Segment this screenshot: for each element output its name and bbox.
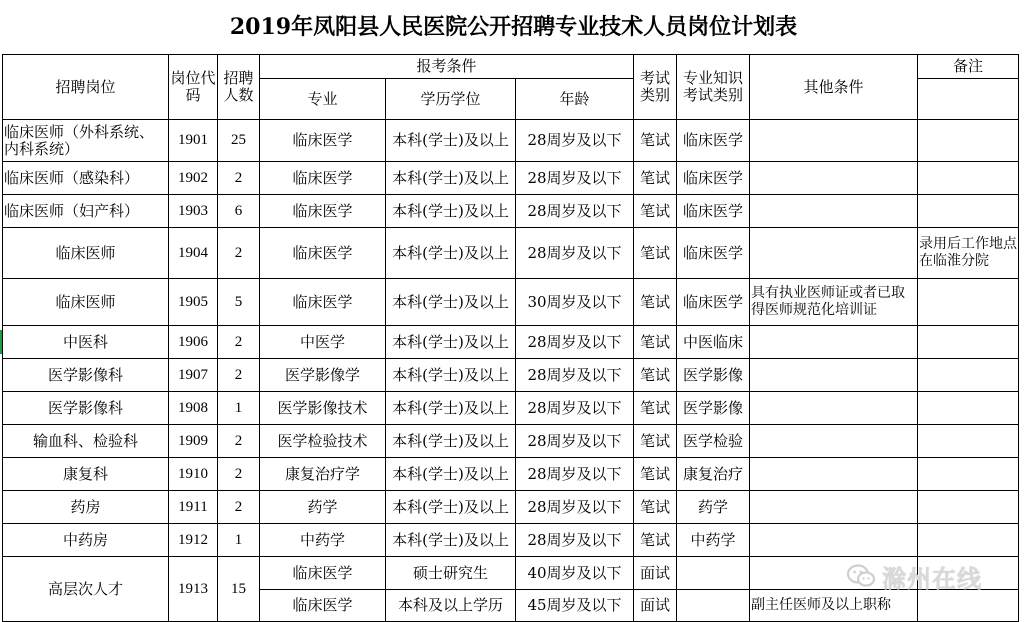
education-cell: 本科(学士)及以上	[386, 120, 516, 162]
other-conditions-cell	[750, 120, 918, 162]
table-row	[3, 228, 1019, 279]
other-conditions-cell	[750, 326, 918, 359]
table-row	[3, 458, 1019, 491]
table-row	[3, 557, 1019, 590]
table-row	[3, 491, 1019, 524]
watermark-text: 滁州在线	[882, 564, 982, 593]
position-cell: 医学影像科	[3, 392, 169, 425]
other-conditions-cell	[750, 195, 918, 228]
major-cell: 临床医学	[260, 590, 386, 622]
age-cell: 28周岁及以下	[516, 458, 634, 491]
table-row	[3, 162, 1019, 195]
header-remark-blank	[918, 79, 1019, 120]
education-cell: 本科(学士)及以上	[386, 425, 516, 458]
code-cell: 1901	[169, 120, 218, 162]
position-cell: 临床医师	[3, 279, 169, 326]
position-cell: 康复科	[3, 458, 169, 491]
education-cell: 本科(学士)及以上	[386, 359, 516, 392]
other-conditions-cell	[750, 392, 918, 425]
exam-type-cell: 笔试	[634, 326, 677, 359]
code-cell: 1908	[169, 392, 218, 425]
other-conditions-cell	[750, 524, 918, 557]
exam-type-cell: 笔试	[634, 491, 677, 524]
age-cell: 28周岁及以下	[516, 425, 634, 458]
header-count: 招聘人数	[218, 55, 260, 120]
remark-cell	[918, 162, 1019, 195]
major-cell: 临床医学	[260, 120, 386, 162]
count-cell: 2	[218, 162, 260, 195]
table-row	[3, 359, 1019, 392]
age-cell: 28周岁及以下	[516, 491, 634, 524]
header-other: 其他条件	[750, 55, 918, 120]
code-cell: 1906	[169, 326, 218, 359]
code-cell: 1904	[169, 228, 218, 279]
remark-cell	[918, 120, 1019, 162]
knowledge-type-cell: 临床医学	[677, 120, 750, 162]
knowledge-type-cell: 临床医学	[677, 162, 750, 195]
count-cell: 2	[218, 359, 260, 392]
age-cell: 40周岁及以下	[516, 557, 634, 590]
age-cell: 30周岁及以下	[516, 279, 634, 326]
major-cell: 临床医学	[260, 195, 386, 228]
remark-cell	[918, 491, 1019, 524]
education-cell: 本科(学士)及以上	[386, 279, 516, 326]
knowledge-type-cell: 康复治疗	[677, 458, 750, 491]
other-conditions-cell	[750, 458, 918, 491]
other-conditions-cell	[750, 557, 918, 590]
age-cell: 28周岁及以下	[516, 524, 634, 557]
remark-cell	[918, 590, 1019, 622]
major-cell: 临床医学	[260, 557, 386, 590]
count-cell: 2	[218, 425, 260, 458]
other-conditions-cell	[750, 162, 918, 195]
major-cell: 医学影像学	[260, 359, 386, 392]
position-cell: 中医科	[3, 326, 169, 359]
code-cell: 1910	[169, 458, 218, 491]
remark-cell	[918, 557, 1019, 590]
major-cell: 临床医学	[260, 279, 386, 326]
remark-cell	[918, 279, 1019, 326]
code-cell: 1911	[169, 491, 218, 524]
knowledge-type-cell: 临床医学	[677, 279, 750, 326]
education-cell: 本科(学士)及以上	[386, 195, 516, 228]
position-cell: 临床医师	[3, 228, 169, 279]
other-conditions-cell	[750, 491, 918, 524]
count-cell: 5	[218, 279, 260, 326]
position-cell: 临床医师（妇产科）	[3, 195, 169, 228]
code-cell: 1913	[169, 557, 218, 622]
exam-type-cell: 笔试	[634, 120, 677, 162]
knowledge-type-cell: 临床医学	[677, 195, 750, 228]
remark-cell: 录用后工作地点在临淮分院	[918, 228, 1019, 279]
other-conditions-cell: 副主任医师及以上职称	[750, 590, 918, 622]
major-cell: 康复治疗学	[260, 458, 386, 491]
table-row	[3, 392, 1019, 425]
age-cell: 28周岁及以下	[516, 392, 634, 425]
exam-type-cell: 笔试	[634, 162, 677, 195]
header-conditions: 报考条件	[260, 55, 634, 79]
count-cell: 1	[218, 524, 260, 557]
knowledge-type-cell: 临床医学	[677, 228, 750, 279]
education-cell: 硕士研究生	[386, 557, 516, 590]
exam-type-cell: 笔试	[634, 195, 677, 228]
code-cell: 1907	[169, 359, 218, 392]
exam-type-cell: 笔试	[634, 392, 677, 425]
header-education: 学历学位	[386, 79, 516, 120]
exam-type-cell: 笔试	[634, 458, 677, 491]
age-cell: 28周岁及以下	[516, 195, 634, 228]
header-code: 岗位代码	[169, 55, 218, 120]
education-cell: 本科(学士)及以上	[386, 326, 516, 359]
table-row	[3, 279, 1019, 326]
education-cell: 本科(学士)及以上	[386, 162, 516, 195]
knowledge-type-cell: 医学检验	[677, 425, 750, 458]
header-remark: 备注	[918, 55, 1019, 79]
count-cell: 15	[218, 557, 260, 622]
remark-cell	[918, 425, 1019, 458]
table-row	[3, 120, 1019, 162]
table-row	[3, 195, 1019, 228]
position-cell: 药房	[3, 491, 169, 524]
education-cell: 本科(学士)及以上	[386, 228, 516, 279]
age-cell: 28周岁及以下	[516, 228, 634, 279]
header-row-1	[3, 55, 1019, 79]
exam-type-cell: 笔试	[634, 359, 677, 392]
knowledge-type-cell: 中医临床	[677, 326, 750, 359]
header-position: 招聘岗位	[3, 55, 169, 120]
age-cell: 28周岁及以下	[516, 359, 634, 392]
count-cell: 2	[218, 458, 260, 491]
major-cell: 药学	[260, 491, 386, 524]
code-cell: 1903	[169, 195, 218, 228]
other-conditions-cell	[750, 425, 918, 458]
other-conditions-cell	[750, 228, 918, 279]
count-cell: 2	[218, 228, 260, 279]
document-title: 2019年凤阳县人民医院公开招聘专业技术人员岗位计划表	[229, 14, 798, 40]
position-cell: 临床医师（感染科）	[3, 162, 169, 195]
remark-cell	[918, 195, 1019, 228]
table-row	[3, 326, 1019, 359]
exam-type-cell: 笔试	[634, 279, 677, 326]
age-cell: 28周岁及以下	[516, 326, 634, 359]
knowledge-type-cell: 中药学	[677, 524, 750, 557]
education-cell: 本科(学士)及以上	[386, 491, 516, 524]
code-cell: 1905	[169, 279, 218, 326]
code-cell: 1902	[169, 162, 218, 195]
other-conditions-cell: 具有执业医师证或者已取得医师规范化培训证	[750, 279, 918, 326]
education-cell: 本科(学士)及以上	[386, 392, 516, 425]
exam-type-cell: 笔试	[634, 228, 677, 279]
major-cell: 中医学	[260, 326, 386, 359]
other-conditions-cell	[750, 359, 918, 392]
major-cell: 中药学	[260, 524, 386, 557]
code-cell: 1909	[169, 425, 218, 458]
major-cell: 医学检验技术	[260, 425, 386, 458]
knowledge-type-cell	[677, 557, 750, 590]
header-age: 年龄	[516, 79, 634, 120]
table-row	[3, 425, 1019, 458]
count-cell: 1	[218, 392, 260, 425]
knowledge-type-cell	[677, 590, 750, 622]
remark-cell	[918, 524, 1019, 557]
age-cell: 28周岁及以下	[516, 162, 634, 195]
remark-cell	[918, 359, 1019, 392]
header-knowledge-type: 专业知识考试类别	[677, 55, 750, 120]
count-cell: 2	[218, 491, 260, 524]
major-cell: 临床医学	[260, 228, 386, 279]
header-major: 专业	[260, 79, 386, 120]
remark-cell	[918, 458, 1019, 491]
major-cell: 临床医学	[260, 162, 386, 195]
remark-cell	[918, 326, 1019, 359]
age-cell: 45周岁及以下	[516, 590, 634, 622]
education-cell: 本科(学士)及以上	[386, 458, 516, 491]
count-cell: 2	[218, 326, 260, 359]
position-cell: 医学影像科	[3, 359, 169, 392]
exam-type-cell: 面试	[634, 590, 677, 622]
recruitment-plan-table	[2, 54, 1019, 622]
position-cell: 输血科、检验科	[3, 425, 169, 458]
count-cell: 6	[218, 195, 260, 228]
education-cell: 本科(学士)及以上	[386, 524, 516, 557]
knowledge-type-cell: 药学	[677, 491, 750, 524]
count-cell: 25	[218, 120, 260, 162]
position-cell: 高层次人才	[3, 557, 169, 622]
knowledge-type-cell: 医学影像	[677, 392, 750, 425]
header-exam-type: 考试类别	[634, 55, 677, 120]
education-cell: 本科及以上学历	[386, 590, 516, 622]
knowledge-type-cell: 医学影像	[677, 359, 750, 392]
age-cell: 28周岁及以下	[516, 120, 634, 162]
exam-type-cell: 笔试	[634, 425, 677, 458]
exam-type-cell: 面试	[634, 557, 677, 590]
code-cell: 1912	[169, 524, 218, 557]
position-cell: 临床医师（外科系统、内科系统）	[3, 120, 169, 162]
major-cell: 医学影像技术	[260, 392, 386, 425]
remark-cell	[918, 392, 1019, 425]
table-row	[3, 524, 1019, 557]
position-cell: 中药房	[3, 524, 169, 557]
exam-type-cell: 笔试	[634, 524, 677, 557]
